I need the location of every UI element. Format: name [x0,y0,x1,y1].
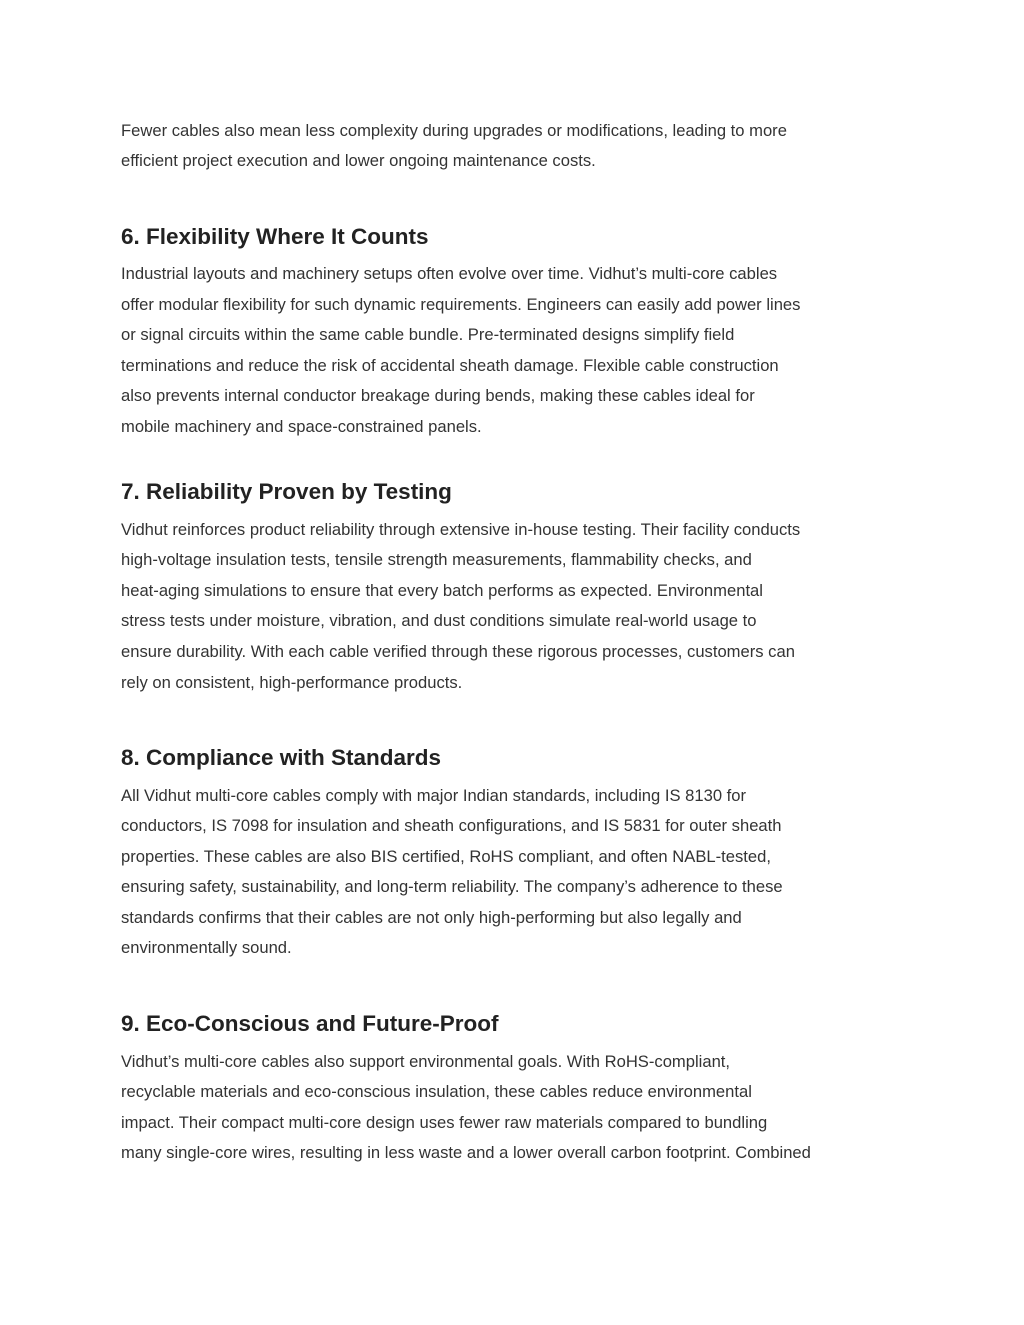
paragraph-line: terminations and reduce the risk of accidental sheath damage. Flexible cable construction [121,356,779,375]
section-heading: 7. Reliability Proven by Testing [121,479,452,504]
paragraph-line: ensuring safety, sustainability, and long-term reliability. The company’s adherence to these [121,877,783,896]
paragraph-line: also prevents internal conductor breakage during bends, making these cables ideal for [121,386,755,405]
paragraph-line: recyclable materials and eco-conscious insulation, these cables reduce environmental [121,1082,752,1101]
paragraph-line: ensure durability. With each cable verified through these rigorous processes, customers can [121,642,795,661]
paragraph-line: offer modular flexibility for such dynamic requirements. Engineers can easily add power lines [121,295,801,314]
paragraph-line: Vidhut reinforces product reliability through extensive in-house testing. Their facility conducts [121,520,801,539]
paragraph-line: or signal circuits within the same cable bundle. Pre-terminated designs simplify field [121,325,735,344]
paragraph-line: high-voltage insulation tests, tensile strength measurements, flammability checks, and [121,550,752,569]
section-heading: 9. Eco-Conscious and Future-Proof [121,1011,499,1036]
section-heading: 6. Flexibility Where It Counts [121,224,429,249]
paragraph-line: impact. Their compact multi-core design uses fewer raw materials compared to bundling [121,1113,768,1132]
paragraph-line: mobile machinery and space-constrained panels. [121,417,482,436]
paragraph-line: heat-aging simulations to ensure that every batch performs as expected. Environmental [121,581,763,600]
paragraph-line: properties. These cables are also BIS certified, RoHS compliant, and often NABL-tested, [121,847,771,866]
paragraph-line: conductors, IS 7098 for insulation and sheath configurations, and IS 5831 for outer sheath [121,816,782,835]
paragraph-line: efficient project execution and lower ongoing maintenance costs. [121,151,596,170]
paragraph-line: All Vidhut multi-core cables comply with major Indian standards, including IS 8130 for [121,786,747,805]
paragraph-line: Fewer cables also mean less complexity during upgrades or modifications, leading to more [121,121,787,140]
paragraph-line: standards confirms that their cables are not only high-performing but also legally and [121,908,742,927]
paragraph-line: environmentally sound. [121,938,292,957]
paragraph-line: stress tests under moisture, vibration, and dust conditions simulate real-world usage to [121,611,757,630]
paragraph-line: many single-core wires, resulting in less waste and a lower overall carbon footprint. Combined [121,1143,811,1162]
paragraph-line: Vidhut’s multi-core cables also support environmental goals. With RoHS-compliant, [121,1052,731,1071]
section-heading: 8. Compliance with Standards [121,745,442,770]
paragraph-line: rely on consistent, high-performance products. [121,673,463,692]
paragraph-line: Industrial layouts and machinery setups often evolve over time. Vidhut’s multi-core cables [121,264,778,283]
